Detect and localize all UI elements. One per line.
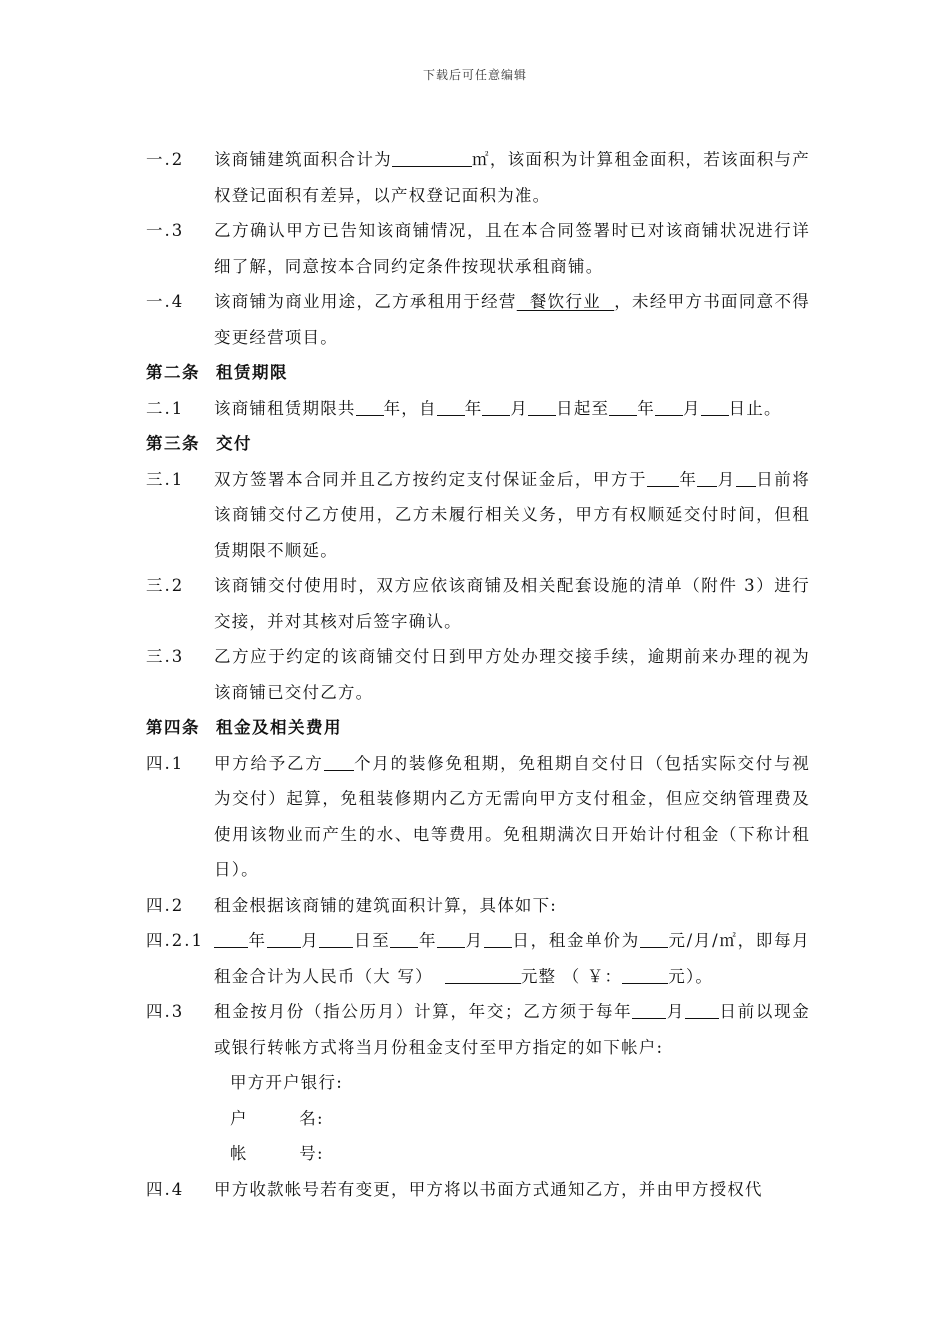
text-segment: 年，自	[383, 398, 437, 418]
text-segment: 日前将该商铺交付乙方使用，乙方未履行相关义务，甲方有权顺延交付时间，但租赁期限不顺延。	[214, 469, 810, 560]
text-segment: 日前以现金或银行转帐方式将当月份租金支付至甲方指定的如下帐户:	[214, 1002, 811, 1057]
clause-text	[214, 391, 810, 427]
blank-line	[484, 931, 512, 949]
text-segment: 月	[717, 469, 736, 489]
clause-number: 二.1	[146, 398, 185, 418]
text-segment: 日止。	[728, 398, 782, 418]
account-bank-label: 甲方开户银行:	[230, 1073, 343, 1092]
clause-1-4	[146, 284, 810, 355]
article-title: 租金及相关费用	[216, 718, 342, 737]
clause-number: 四.1	[146, 753, 185, 773]
text-segment: 元）。	[668, 966, 714, 986]
text-segment: 日起至	[556, 398, 610, 418]
text-segment: 年	[637, 398, 655, 418]
blank-line	[701, 398, 729, 416]
blank-line	[647, 469, 679, 487]
article-3-heading	[146, 426, 810, 462]
blank-line	[528, 398, 556, 416]
clause-text	[214, 994, 810, 1065]
blank-line	[622, 966, 668, 984]
clause-3-1	[146, 462, 810, 569]
text-segment: 甲方给予乙方	[214, 753, 324, 773]
account-name-label: 户 名:	[230, 1108, 324, 1128]
text-segment: 该商铺建筑面积合计为	[214, 150, 392, 169]
text-segment: 日至	[353, 931, 391, 950]
account-number-label: 帐 号:	[230, 1144, 324, 1163]
clause-text: 乙方确认甲方已告知该商铺情况，且在本合同签署时已对该商铺状况进行详细了解，同意按本合同约定条件按现状承租商铺。	[214, 221, 810, 276]
blank-line	[356, 398, 384, 416]
blank-line	[445, 966, 521, 984]
article-number: 第四条	[146, 718, 200, 737]
clause-4-2	[146, 888, 810, 924]
article-title: 租赁期限	[216, 363, 288, 382]
blank-line	[640, 931, 668, 949]
account-number-line	[230, 1136, 810, 1172]
blank-line	[392, 150, 472, 168]
text-segment: 年	[679, 469, 698, 489]
clause-text: 甲方收款帐号若有变更，甲方将以书面方式通知乙方，并由甲方授权代	[214, 1179, 763, 1199]
article-number: 第三条	[146, 434, 200, 453]
clause-text: 乙方应于约定的该商铺交付日到甲方处办理交接手续，逾期前来办理的视为该商铺已交付乙方。	[214, 647, 810, 702]
clause-text	[214, 284, 810, 355]
text-segment: 年	[248, 931, 267, 950]
clause-text: 租金根据该商铺的建筑面积计算，具体如下:	[214, 895, 558, 915]
text-segment: 月	[666, 1002, 686, 1021]
text-segment: 元整 （ ￥：	[520, 966, 623, 986]
clause-1-3	[146, 213, 810, 284]
text-segment: 个月的装修免租期，免租期自交付日（包括实际交付与视为交付）起算，免租装修期内乙方无需向甲方支付租金，但应交纳管理费及使用该物业而产生的水、电等费用。免租期满次日开始计付租金（下称计租日）。	[214, 753, 811, 879]
article-4-heading	[146, 710, 810, 746]
text-segment: 该商铺为商业用途，乙方承租用于经营	[214, 292, 517, 311]
clause-3-3	[146, 639, 810, 710]
page-header-note: 下载后可任意编辑	[422, 68, 527, 82]
text-segment: 月	[465, 931, 484, 950]
blank-line	[697, 469, 717, 487]
clause-number: 四.2	[146, 895, 185, 915]
clause-4-3	[146, 994, 810, 1065]
text-segment: ，未经甲方书面同意不得变更经营项目。	[214, 292, 810, 347]
text-segment: 月	[300, 931, 320, 950]
blank-line	[267, 931, 301, 949]
clause-1-2	[146, 142, 810, 213]
clause-2-1	[146, 391, 810, 427]
clause-4-2-1	[146, 923, 810, 994]
blank-line	[632, 1002, 666, 1020]
clause-number: 三.2	[146, 576, 185, 595]
clause-text	[214, 923, 810, 994]
text-segment: 月	[682, 398, 701, 418]
clause-4-4	[146, 1172, 810, 1208]
clause-text	[214, 462, 810, 569]
blank-line	[437, 931, 465, 949]
clause-number: 四.2.1	[146, 931, 204, 950]
account-bank-line	[230, 1065, 810, 1101]
clause-number: 一.2	[146, 150, 185, 169]
clause-3-2	[146, 568, 810, 639]
blank-line	[685, 1002, 719, 1020]
clause-number: 三.1	[146, 469, 185, 489]
blank-line	[609, 398, 637, 416]
account-name-line	[230, 1101, 810, 1137]
text-segment: 年	[464, 398, 483, 418]
text-segment: 该商铺租赁期限共	[214, 398, 356, 418]
blank-line	[390, 931, 418, 949]
clause-number: 三.3	[146, 647, 185, 666]
filled-value: 餐饮行业	[516, 292, 615, 311]
contract-body	[146, 142, 810, 1207]
text-segment: 双方签署本合同并且乙方按约定支付保证金后，甲方于	[214, 469, 648, 489]
blank-line	[437, 398, 465, 416]
clause-4-1	[146, 746, 810, 888]
text-segment: 日，租金单价为	[511, 931, 640, 950]
blank-line	[482, 398, 510, 416]
article-2-heading	[146, 355, 810, 391]
article-title: 交付	[216, 434, 252, 453]
clause-number: 四.4	[146, 1179, 185, 1199]
text-segment: 元/月/㎡，即每月租金合计为人民币（大 写）	[214, 931, 810, 986]
blank-line	[324, 753, 354, 771]
clause-number: 一.3	[146, 221, 185, 240]
blank-line	[319, 931, 353, 949]
clause-text	[214, 142, 810, 213]
clause-text: 该商铺交付使用时，双方应依该商铺及相关配套设施的清单（附件 3）进行交接，并对其核对后签字确认。	[214, 576, 810, 631]
text-segment: 年	[418, 931, 438, 950]
blank-line	[655, 398, 683, 416]
text-segment: ㎡	[471, 150, 490, 169]
blank-line	[214, 931, 248, 949]
article-number: 第二条	[146, 363, 200, 382]
text-segment: 月	[510, 398, 529, 418]
text-segment: ，该面积为计算租金面积，若该面积与产权登记面积有差异，以产权登记面积为准。	[214, 150, 811, 205]
text-segment: 租金按月份（指公历月）计算，年交；乙方须于每年	[214, 1002, 633, 1021]
clause-number: 四.3	[146, 1002, 185, 1021]
clause-number: 一.4	[146, 292, 185, 311]
clause-text	[214, 746, 810, 888]
blank-line	[736, 469, 756, 487]
